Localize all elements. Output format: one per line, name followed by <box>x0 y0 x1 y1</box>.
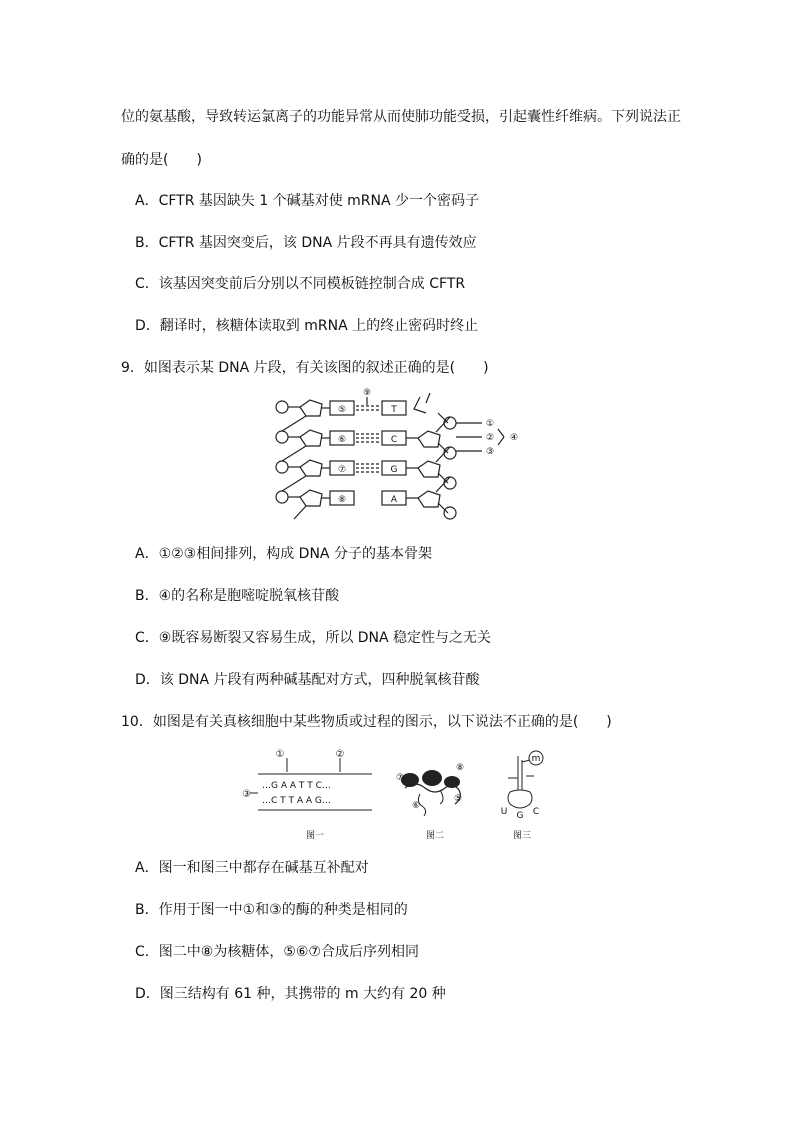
q10-option-d: D．图三结构有 61 种，其携带的 m 大约有 20 种 <box>135 986 446 1002</box>
q10-figures <box>240 748 560 843</box>
q9-option-a: A．①②③相间排列，构成 DNA 分子的基本骨架 <box>135 546 432 562</box>
q9-option-c: C．⑨既容易断裂又容易生成，所以 DNA 稳定性与之无关 <box>135 630 492 646</box>
dna-fragment-figure <box>270 385 530 530</box>
fig3-label-m: m <box>531 754 541 764</box>
intro-line-1: 位的氨基酸，导致转运氯离子的功能异常从而使肺功能受损，引起囊性纤维病。下列说法正 <box>121 109 681 125</box>
base-a: A <box>390 495 398 505</box>
fig3-anticodon-c: C <box>532 807 540 817</box>
label-4: ④ <box>509 433 519 443</box>
q9-option-d: D．该 DNA 片段有两种碱基配对方式，四种脱氧核苷酸 <box>135 672 480 688</box>
intro-line-2: 确的是( ) <box>121 152 202 168</box>
fig1-bottom-strand: …C T T A A G… <box>262 796 331 806</box>
fig1-top-strand: …G A A T T C… <box>262 781 331 791</box>
label-3: ③ <box>485 447 495 457</box>
q10-option-b: B．作用于图一中①和③的酶的种类是相同的 <box>135 902 408 918</box>
fig3-caption: 图三 <box>512 831 532 841</box>
q8-option-a: A．CFTR 基因缺失 1 个碱基对使 mRNA 少一个密码子 <box>135 193 480 209</box>
label-5: ⑤ <box>337 405 347 415</box>
label-6: ⑥ <box>337 435 347 445</box>
label-2: ② <box>485 433 495 443</box>
q10-stem: 10．如图是有关真核细胞中某些物质或过程的图示，以下说法不正确的是( ) <box>121 714 612 730</box>
base-c: C <box>390 435 398 445</box>
fig2-label-7: ⑦ <box>395 773 405 783</box>
label-8: ⑧ <box>337 495 347 505</box>
fig1-marker-1: ① <box>275 749 285 760</box>
label-9: ⑨ <box>362 388 372 398</box>
label-7: ⑦ <box>337 465 347 475</box>
base-g: G <box>390 465 398 475</box>
q10-option-c: C．图二中⑧为核糖体，⑤⑥⑦合成后序列相同 <box>135 944 419 960</box>
fig2-label-5: ⑤ <box>453 794 463 804</box>
fig1-caption: 图一 <box>305 831 325 841</box>
fig2-label-8: ⑧ <box>455 763 465 773</box>
q8-option-b: B．CFTR 基因突变后，该 DNA 片段不再具有遗传效应 <box>135 235 477 251</box>
q8-option-d: D．翻译时，核糖体读取到 mRNA 上的终止密码时终止 <box>135 318 479 334</box>
fig1-marker-2: ② <box>335 749 345 760</box>
fig1-marker-3: ③ <box>242 789 251 800</box>
fig3-anticodon-u: U <box>500 807 508 817</box>
q9-stem: 9．如图表示某 DNA 片段，有关该图的叙述正确的是( ) <box>121 360 489 376</box>
label-1: ① <box>485 419 495 429</box>
fig3-anticodon-g: G <box>516 811 524 821</box>
fig2-label-6: ⑥ <box>411 801 421 811</box>
base-t: T <box>391 405 397 415</box>
q9-option-b: B．④的名称是胞嘧啶脱氧核苷酸 <box>135 588 340 604</box>
q8-option-c: C．该基因突变前后分别以不同模板链控制合成 CFTR <box>135 276 466 292</box>
q10-option-a: A．图一和图三中都存在碱基互补配对 <box>135 860 369 876</box>
fig2-caption: 图二 <box>425 831 445 841</box>
